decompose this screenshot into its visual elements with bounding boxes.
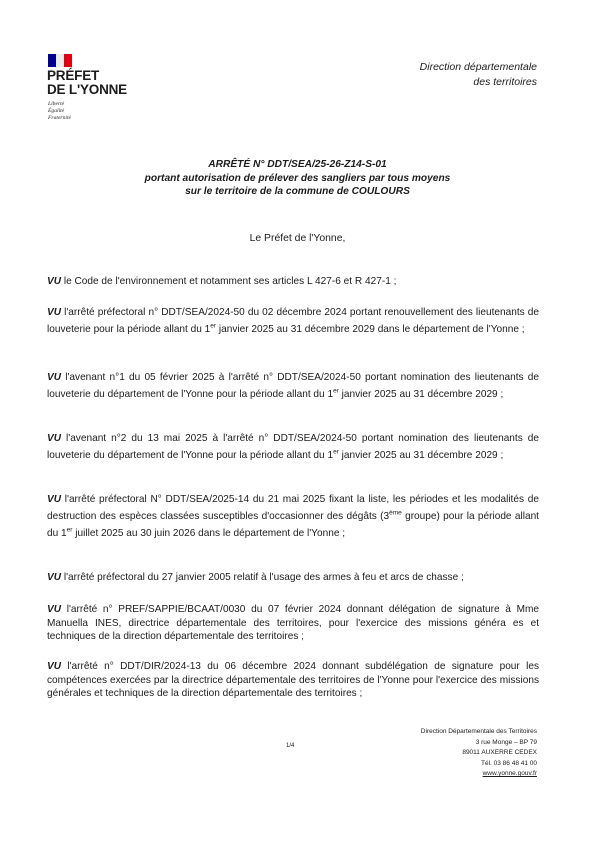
vu-text: l'arrêté préfectoral n° DDT/SEA/2024-50 du 02 décembre 2024 portant renouvellement des lieutenants de louveterie pour la période allant du 1er janvier 2025 au 31 décembre 2029 dans le département de l'Yonne ; (47, 307, 539, 335)
motto-fraternite: Fraternité (48, 115, 71, 121)
footer-website-link[interactable]: www.yonne.gouv.fr (482, 770, 537, 777)
footer-address (337, 727, 537, 780)
arrete-commune: sur le territoire de la commune de COULOURS (185, 186, 410, 197)
footer-line-2: 3 rue Monge – BP 79 (475, 738, 537, 746)
vu-label: VU (47, 276, 62, 287)
prefecture-logo-title (47, 69, 127, 97)
vu-paragraph (47, 432, 539, 463)
vu-text: l'avenant n°2 du 13 mai 2025 à l'arrêté n° DDT/SEA/2024-50 portant nomination des lieutenants de louveterie du département de l'Yonne pour la période allant du 1er janvier 2025 au 31 décembre 2029 ; (47, 433, 539, 461)
arrete-number: ARRÊTÉ N° DDT/SEA/25-26-Z14-S-01 (208, 159, 387, 170)
vu-paragraph (47, 571, 539, 585)
vu-paragraph (47, 275, 539, 289)
vu-paragraph (47, 493, 539, 541)
arrete-title (60, 158, 535, 199)
flag-red-stripe (64, 54, 72, 67)
vu-text: l'arrêté préfectoral N° DDT/SEA/2025-14 du 21 mai 2025 fixant la liste, les périodes et les modalités de destruction des espèces classées susceptibles d'occasionner des dégâts (3ème groupe) pour la période allant du 1er juillet 2025 au 30 juin 2026 dans le département de l'Yonne ; (47, 494, 539, 539)
logo-line-yonne: DE L'YONNE (47, 82, 127, 97)
vu-label: VU (47, 661, 62, 672)
marianne-logo-flag (48, 54, 72, 67)
motto-liberte: Liberté (48, 101, 65, 107)
vu-label: VU (47, 372, 62, 383)
vu-paragraph (47, 603, 539, 644)
flag-white-stripe (56, 54, 64, 67)
department-line-2: des territoires (473, 76, 537, 88)
vu-label: VU (47, 494, 62, 505)
vu-paragraph (47, 660, 539, 701)
arrete-subject: portant autorisation de prélever des sangliers par tous moyens (144, 172, 451, 184)
flag-blue-stripe (48, 54, 56, 67)
footer-line-1: Direction Départementale des Territoires (420, 728, 537, 735)
vu-text: l'arrêté n° PREF/SAPPIE/BCAAT/0030 du 07 février 2024 donnant délégation de signature à Mme Manuella INES, directrice départementale des territoires, pour l'exercice des missions généra es et techniques de la direction départementale des territoires ; (47, 604, 539, 643)
footer-line-4: Tél. 03 86 48 41 00 (480, 759, 537, 767)
vu-text: l'arrêté n° DDT/DIR/2024-13 du 06 décembre 2024 donnant subdélégation de signature pour les compétences exercées par la directrice départementale des territoires de l'Yonne pour l'exercice des missions générales et techniques de la direction départementale des territoires ; (47, 661, 539, 700)
vu-label: VU (47, 572, 62, 583)
footer-line-3: 89011 AUXERRE CEDEX (462, 749, 537, 756)
vu-paragraph (47, 371, 539, 402)
page-number: 1/4 (286, 743, 295, 749)
issuing-department (337, 60, 537, 90)
vu-label: VU (47, 604, 62, 615)
vu-text: l'avenant n°1 du 05 février 2025 à l'arrêté n° DDT/SEA/2024-50 portant nomination des lieutenants de louveterie du département de l'Yonne pour la période allant du 1er janvier 2025 au 31 décembre 2029 ; (47, 372, 539, 400)
motto-egalite: Égalité (48, 108, 65, 114)
vu-paragraph (47, 306, 539, 337)
vu-text: l'arrêté préfectoral du 27 janvier 2005 relatif à l'usage des armes à feu et arcs de chasse ; (61, 572, 464, 583)
vu-label: VU (47, 433, 62, 444)
logo-line-prefet: PRÉFET (47, 68, 100, 83)
vu-label: VU (47, 307, 62, 318)
vu-text: le Code de l'environnement et notamment ses articles L 427-6 et R 427-1 ; (61, 276, 397, 287)
prefet-heading: Le Préfet de l'Yonne, (249, 233, 346, 244)
department-line-1: Direction départementale (419, 61, 537, 73)
republic-motto (48, 101, 71, 122)
